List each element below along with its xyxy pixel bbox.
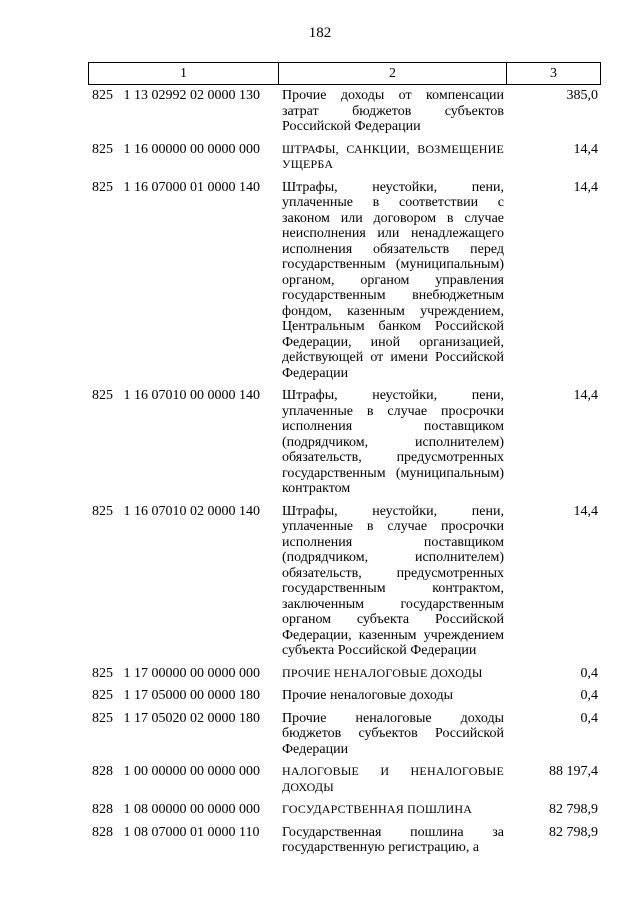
table-row xyxy=(88,825,600,856)
income-name: НАЛОГОВЫЕ И НЕНАЛОГОВЫЕ ДОХОДЫ xyxy=(282,764,504,794)
income-name: Штрафы, неустойки, пени, уплаченные в случае просрочки исполнения поставщиком (подрядчиком, исполнителем) обязательств, предусмотренных государственным контрактом, заключенным государственным органом субъекта Российской Федерации, казенным учреждением субъекта Российской Федерации xyxy=(282,503,504,658)
column-header-1: 1 xyxy=(89,63,279,85)
amount: 0,4 xyxy=(580,665,598,681)
budget-rows xyxy=(88,88,600,863)
amount: 14,4 xyxy=(573,141,598,157)
income-name: Прочие доходы от компенсации затрат бюджетов субъектов Российской Федерации xyxy=(282,88,504,134)
table-row xyxy=(88,142,600,173)
table-row xyxy=(88,688,600,704)
income-name: Штрафы, неустойки, пени, уплаченные в соответствии с законом или договором в случае неисполнения или ненадлежащего исполнения обязательств перед государственным (муниципальным) органом, органом управления государственным внебюджетным фондом, казенным учреждением, Центральным банком Российской Федерации, иной организацией, действующей от имени Российской Федерации xyxy=(282,179,504,381)
amount: 82 798,9 xyxy=(549,802,598,817)
column-header-row xyxy=(89,63,601,85)
budget-code: 825 1 16 07010 02 0000 140 xyxy=(92,503,260,519)
budget-code: 825 1 13 02992 02 0000 130 xyxy=(92,88,260,103)
table-row xyxy=(88,88,600,135)
income-name: Государственная пошлина за государственную регистрацию, а xyxy=(282,824,504,855)
column-header-2: 2 xyxy=(279,63,507,85)
table-row xyxy=(88,180,600,382)
budget-code: 825 1 16 00000 00 0000 000 xyxy=(92,141,260,157)
income-name: Штрафы, неустойки, пени, уплаченные в случае просрочки исполнения поставщиком (подрядчиком, исполнителем) обязательств, предусмотренных государственным (муниципальным) контрактом xyxy=(282,388,504,496)
income-name: Прочие неналоговые доходы xyxy=(282,688,454,703)
column-header-3: 3 xyxy=(507,63,601,85)
table-row xyxy=(88,711,600,758)
income-name: ПРОЧИЕ НЕНАЛОГОВЫЕ ДОХОДЫ xyxy=(282,665,483,680)
amount: 14,4 xyxy=(573,179,598,195)
table-row xyxy=(88,388,600,497)
budget-code: 825 1 17 05020 02 0000 180 xyxy=(92,710,260,726)
table-row xyxy=(88,802,600,818)
table-row xyxy=(88,764,600,795)
amount: 14,4 xyxy=(573,503,598,519)
amount: 14,4 xyxy=(573,388,598,403)
amount: 82 798,9 xyxy=(549,824,598,840)
budget-code: 825 1 17 05000 00 0000 180 xyxy=(92,688,260,703)
amount: 0,4 xyxy=(580,710,598,726)
amount: 88 197,4 xyxy=(549,764,598,779)
budget-code: 825 1 16 07010 00 0000 140 xyxy=(92,388,260,403)
budget-code: 828 1 00 00000 00 0000 000 xyxy=(92,764,260,779)
budget-code: 825 1 17 00000 00 0000 000 xyxy=(92,665,260,681)
budget-code: 825 1 16 07000 01 0000 140 xyxy=(92,179,260,195)
budget-code: 828 1 08 00000 00 0000 000 xyxy=(92,802,260,817)
income-name: ГОСУДАРСТВЕННАЯ ПОШЛИНА xyxy=(282,802,473,816)
income-name: ШТРАФЫ, САНКЦИИ, ВОЗМЕЩЕНИЕ УЩЕРБА xyxy=(282,141,504,171)
budget-code: 828 1 08 07000 01 0000 110 xyxy=(92,824,260,840)
table-row xyxy=(88,666,600,682)
page-number: 182 xyxy=(308,25,332,41)
income-name: Прочие неналоговые доходы бюджетов субъектов Российской Федерации xyxy=(282,710,504,757)
amount: 385,0 xyxy=(566,88,598,103)
table-row xyxy=(88,504,600,659)
column-header-table xyxy=(88,62,601,85)
amount: 0,4 xyxy=(580,688,598,703)
